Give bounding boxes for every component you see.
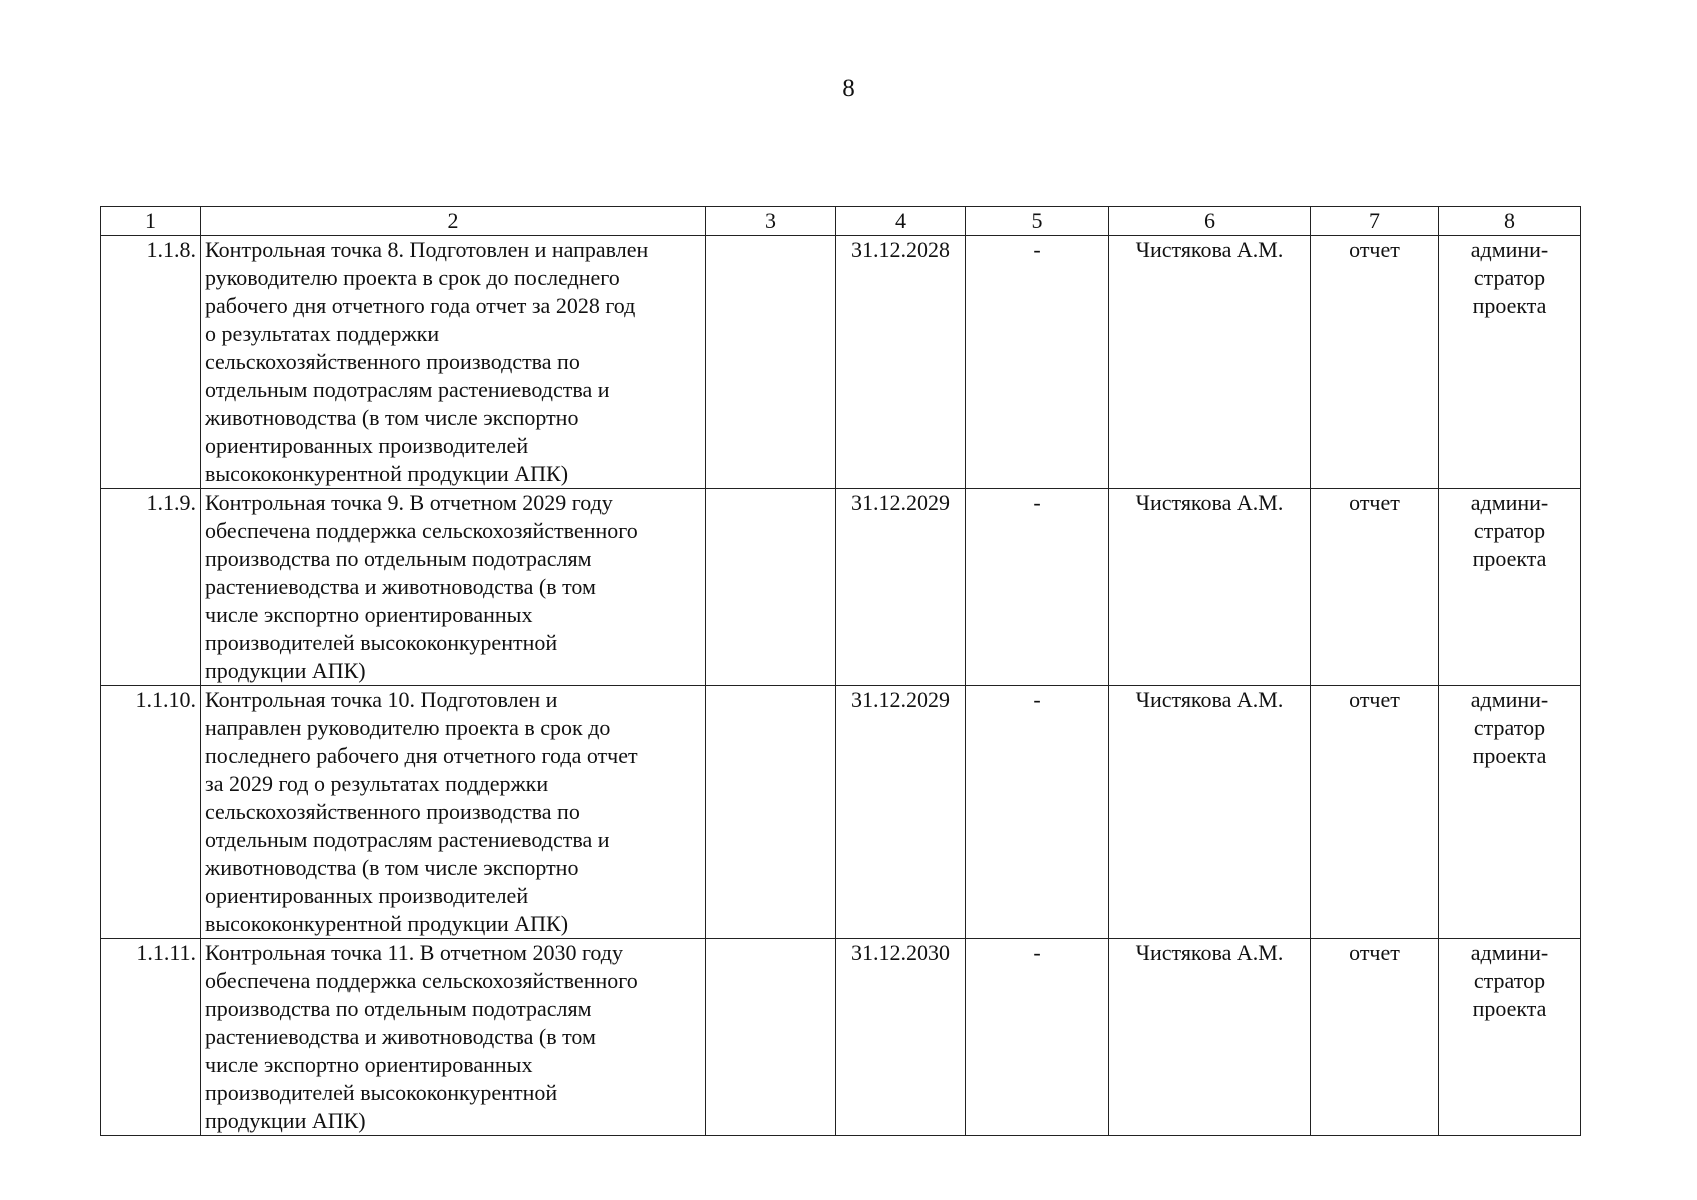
row-date: 31.12.2029 — [836, 489, 966, 686]
header-cell: 8 — [1439, 207, 1581, 236]
row-responsible: Чистякова А.М. — [1109, 939, 1311, 1136]
table-body — [101, 236, 1581, 1136]
row-role — [1439, 236, 1581, 489]
description-line: высококонкурентной продукции АПК) — [205, 461, 569, 486]
description-line: сельскохозяйственного производства по — [205, 349, 580, 374]
row-col3 — [706, 939, 836, 1136]
row-responsible: Чистякова А.М. — [1109, 489, 1311, 686]
role-line: проекта — [1472, 743, 1547, 768]
row-number: 1.1.9. — [101, 489, 201, 686]
header-cell: 5 — [966, 207, 1109, 236]
row-description — [201, 939, 706, 1136]
role-line: стратор — [1473, 518, 1546, 543]
header-row — [101, 207, 1581, 236]
row-document: отчет — [1311, 489, 1439, 686]
header-cell: 4 — [836, 207, 966, 236]
row-role — [1439, 489, 1581, 686]
description-line: высококонкурентной продукции АПК) — [205, 911, 569, 936]
row-date: 31.12.2029 — [836, 686, 966, 939]
row-col5: - — [966, 236, 1109, 489]
header-cell: 1 — [101, 207, 201, 236]
description-line: ориентированных производителей — [205, 433, 529, 458]
description-line: продукции АПК) — [205, 1108, 366, 1133]
role-line: проекта — [1472, 546, 1547, 571]
description-line: Контрольная точка 11. В отчетном 2030 году — [205, 940, 623, 965]
description-line: направлен руководителю проекта в срок до — [205, 715, 611, 740]
table-row — [101, 489, 1581, 686]
description-line: обеспечена поддержка сельскохозяйственного — [205, 518, 638, 543]
page-number-text: 8 — [842, 75, 855, 102]
row-date: 31.12.2028 — [836, 236, 966, 489]
row-description — [201, 489, 706, 686]
table-row — [101, 686, 1581, 939]
row-responsible: Чистякова А.М. — [1109, 686, 1311, 939]
row-document: отчет — [1311, 686, 1439, 939]
row-responsible: Чистякова А.М. — [1109, 236, 1311, 489]
description-line: производства по отдельным подотраслям — [205, 996, 592, 1021]
page-number — [0, 74, 1697, 104]
description-line: Контрольная точка 8. Подготовлен и направлен — [205, 237, 649, 262]
description-line: о результатах поддержки — [205, 321, 440, 346]
description-line: числе экспортно ориентированных — [205, 1052, 533, 1077]
description-line: обеспечена поддержка сельскохозяйственного — [205, 968, 638, 993]
row-document: отчет — [1311, 236, 1439, 489]
description-line: последнего рабочего дня отчетного года отчет — [205, 743, 638, 768]
role-line: проекта — [1472, 293, 1547, 318]
description-line: продукции АПК) — [205, 658, 366, 683]
row-description — [201, 236, 706, 489]
description-line: руководителю проекта в срок до последнего — [205, 265, 620, 290]
row-number: 1.1.11. — [101, 939, 201, 1136]
role-line: стратор — [1473, 265, 1546, 290]
row-document: отчет — [1311, 939, 1439, 1136]
description-line: за 2029 год о результатах поддержки — [205, 771, 549, 796]
description-line: сельскохозяйственного производства по — [205, 799, 580, 824]
row-col3 — [706, 236, 836, 489]
row-col5: - — [966, 686, 1109, 939]
row-role — [1439, 939, 1581, 1136]
role-line: админи- — [1470, 687, 1549, 712]
header-cell: 6 — [1109, 207, 1311, 236]
row-description — [201, 686, 706, 939]
row-col5: - — [966, 489, 1109, 686]
role-line: стратор — [1473, 715, 1546, 740]
role-line: стратор — [1473, 968, 1546, 993]
description-line: отдельным подотраслям растениеводства и — [205, 377, 610, 402]
checkpoint-table — [100, 206, 1581, 1136]
row-col3 — [706, 489, 836, 686]
description-line: животноводства (в том числе экспортно — [205, 855, 579, 880]
description-line: Контрольная точка 10. Подготовлен и — [205, 687, 558, 712]
table-row — [101, 939, 1581, 1136]
role-line: админи- — [1470, 237, 1549, 262]
role-line: админи- — [1470, 490, 1549, 515]
row-col5: - — [966, 939, 1109, 1136]
role-line: проекта — [1472, 996, 1547, 1021]
description-line: производства по отдельным подотраслям — [205, 546, 592, 571]
description-line: числе экспортно ориентированных — [205, 602, 533, 627]
header-cell: 2 — [201, 207, 706, 236]
row-number: 1.1.10. — [101, 686, 201, 939]
description-line: производителей высококонкурентной — [205, 630, 558, 655]
role-line: админи- — [1470, 940, 1549, 965]
table-row — [101, 236, 1581, 489]
description-line: производителей высококонкурентной — [205, 1080, 558, 1105]
description-line: Контрольная точка 9. В отчетном 2029 году — [205, 490, 613, 515]
description-line: отдельным подотраслям растениеводства и — [205, 827, 610, 852]
row-number: 1.1.8. — [101, 236, 201, 489]
header-cell: 3 — [706, 207, 836, 236]
row-col3 — [706, 686, 836, 939]
description-line: животноводства (в том числе экспортно — [205, 405, 579, 430]
row-role — [1439, 686, 1581, 939]
row-date: 31.12.2030 — [836, 939, 966, 1136]
description-line: ориентированных производителей — [205, 883, 529, 908]
description-line: растениеводства и животноводства (в том — [205, 1024, 596, 1049]
description-line: растениеводства и животноводства (в том — [205, 574, 596, 599]
header-cell: 7 — [1311, 207, 1439, 236]
description-line: рабочего дня отчетного года отчет за 2028 год — [205, 293, 636, 318]
